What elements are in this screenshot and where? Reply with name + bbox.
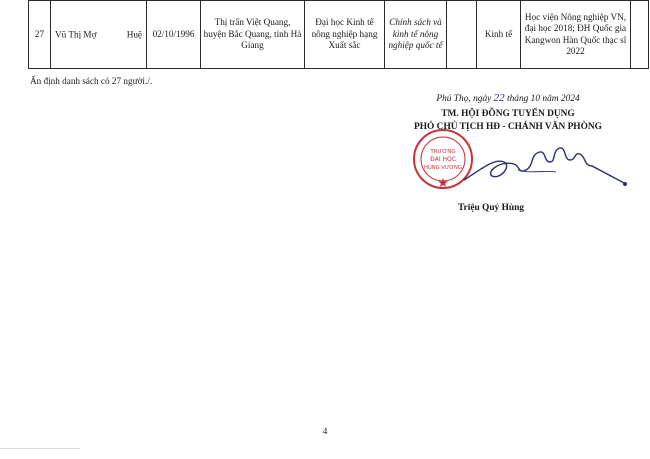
svg-text:ĐẠI HỌC: ĐẠI HỌC xyxy=(430,156,456,163)
cell-specialty: Kinh tế xyxy=(477,1,521,69)
table-row xyxy=(29,1,649,69)
signer-role: PHÓ CHỦ TỊCH HĐ - CHÁNH VĂN PHÒNG xyxy=(414,122,602,132)
svg-text:HÙNG VƯƠNG: HÙNG VƯƠNG xyxy=(424,165,462,171)
cell-trailing xyxy=(631,1,649,69)
cell-address: Thị trấn Việt Quang, huyện Bắc Quang, tỉnh Hà Giang xyxy=(201,1,305,69)
candidate-given-name: Huệ xyxy=(126,28,142,39)
cell-major: Chính sách và kinh tế nông nghiệp quốc tế xyxy=(385,1,447,69)
cell-note: Học viện Nông nghiệp VN, đại học 2018; ĐH Quốc gia Kangwon Hàn Quốc thạc sĩ 2022 xyxy=(521,1,631,69)
place-date-prefix: Phú Thọ, ngày xyxy=(436,94,492,104)
cell-school: Đại học Kinh tế nông nghiệp hạng Xuất sắc xyxy=(305,1,385,69)
signature-block xyxy=(388,92,628,132)
place-date-day: 22 xyxy=(493,92,505,104)
candidate-surname: Vũ Thị Mợ xyxy=(55,28,97,39)
signer-name: Triệu Quý Hùng xyxy=(458,203,524,213)
handwritten-signature-icon xyxy=(460,140,630,195)
summary-text: Ấn định danh sách có 27 người./. xyxy=(30,76,153,86)
council-title: TM. HỘI ĐỒNG TUYỂN DỤNG xyxy=(441,109,575,119)
page-number: 4 xyxy=(322,426,328,436)
cell-stt: 27 xyxy=(29,1,51,69)
place-date-suffix: tháng 10 năm 2024 xyxy=(506,94,580,104)
candidate-table xyxy=(28,0,649,69)
place-date xyxy=(388,92,628,104)
cell-name xyxy=(51,1,147,69)
svg-text:TRƯỜNG: TRƯỜNG xyxy=(430,149,456,155)
scan-edge-divider xyxy=(0,448,80,449)
cell-dob: 02/10/1996 xyxy=(147,1,201,69)
cell-blank xyxy=(447,1,477,69)
